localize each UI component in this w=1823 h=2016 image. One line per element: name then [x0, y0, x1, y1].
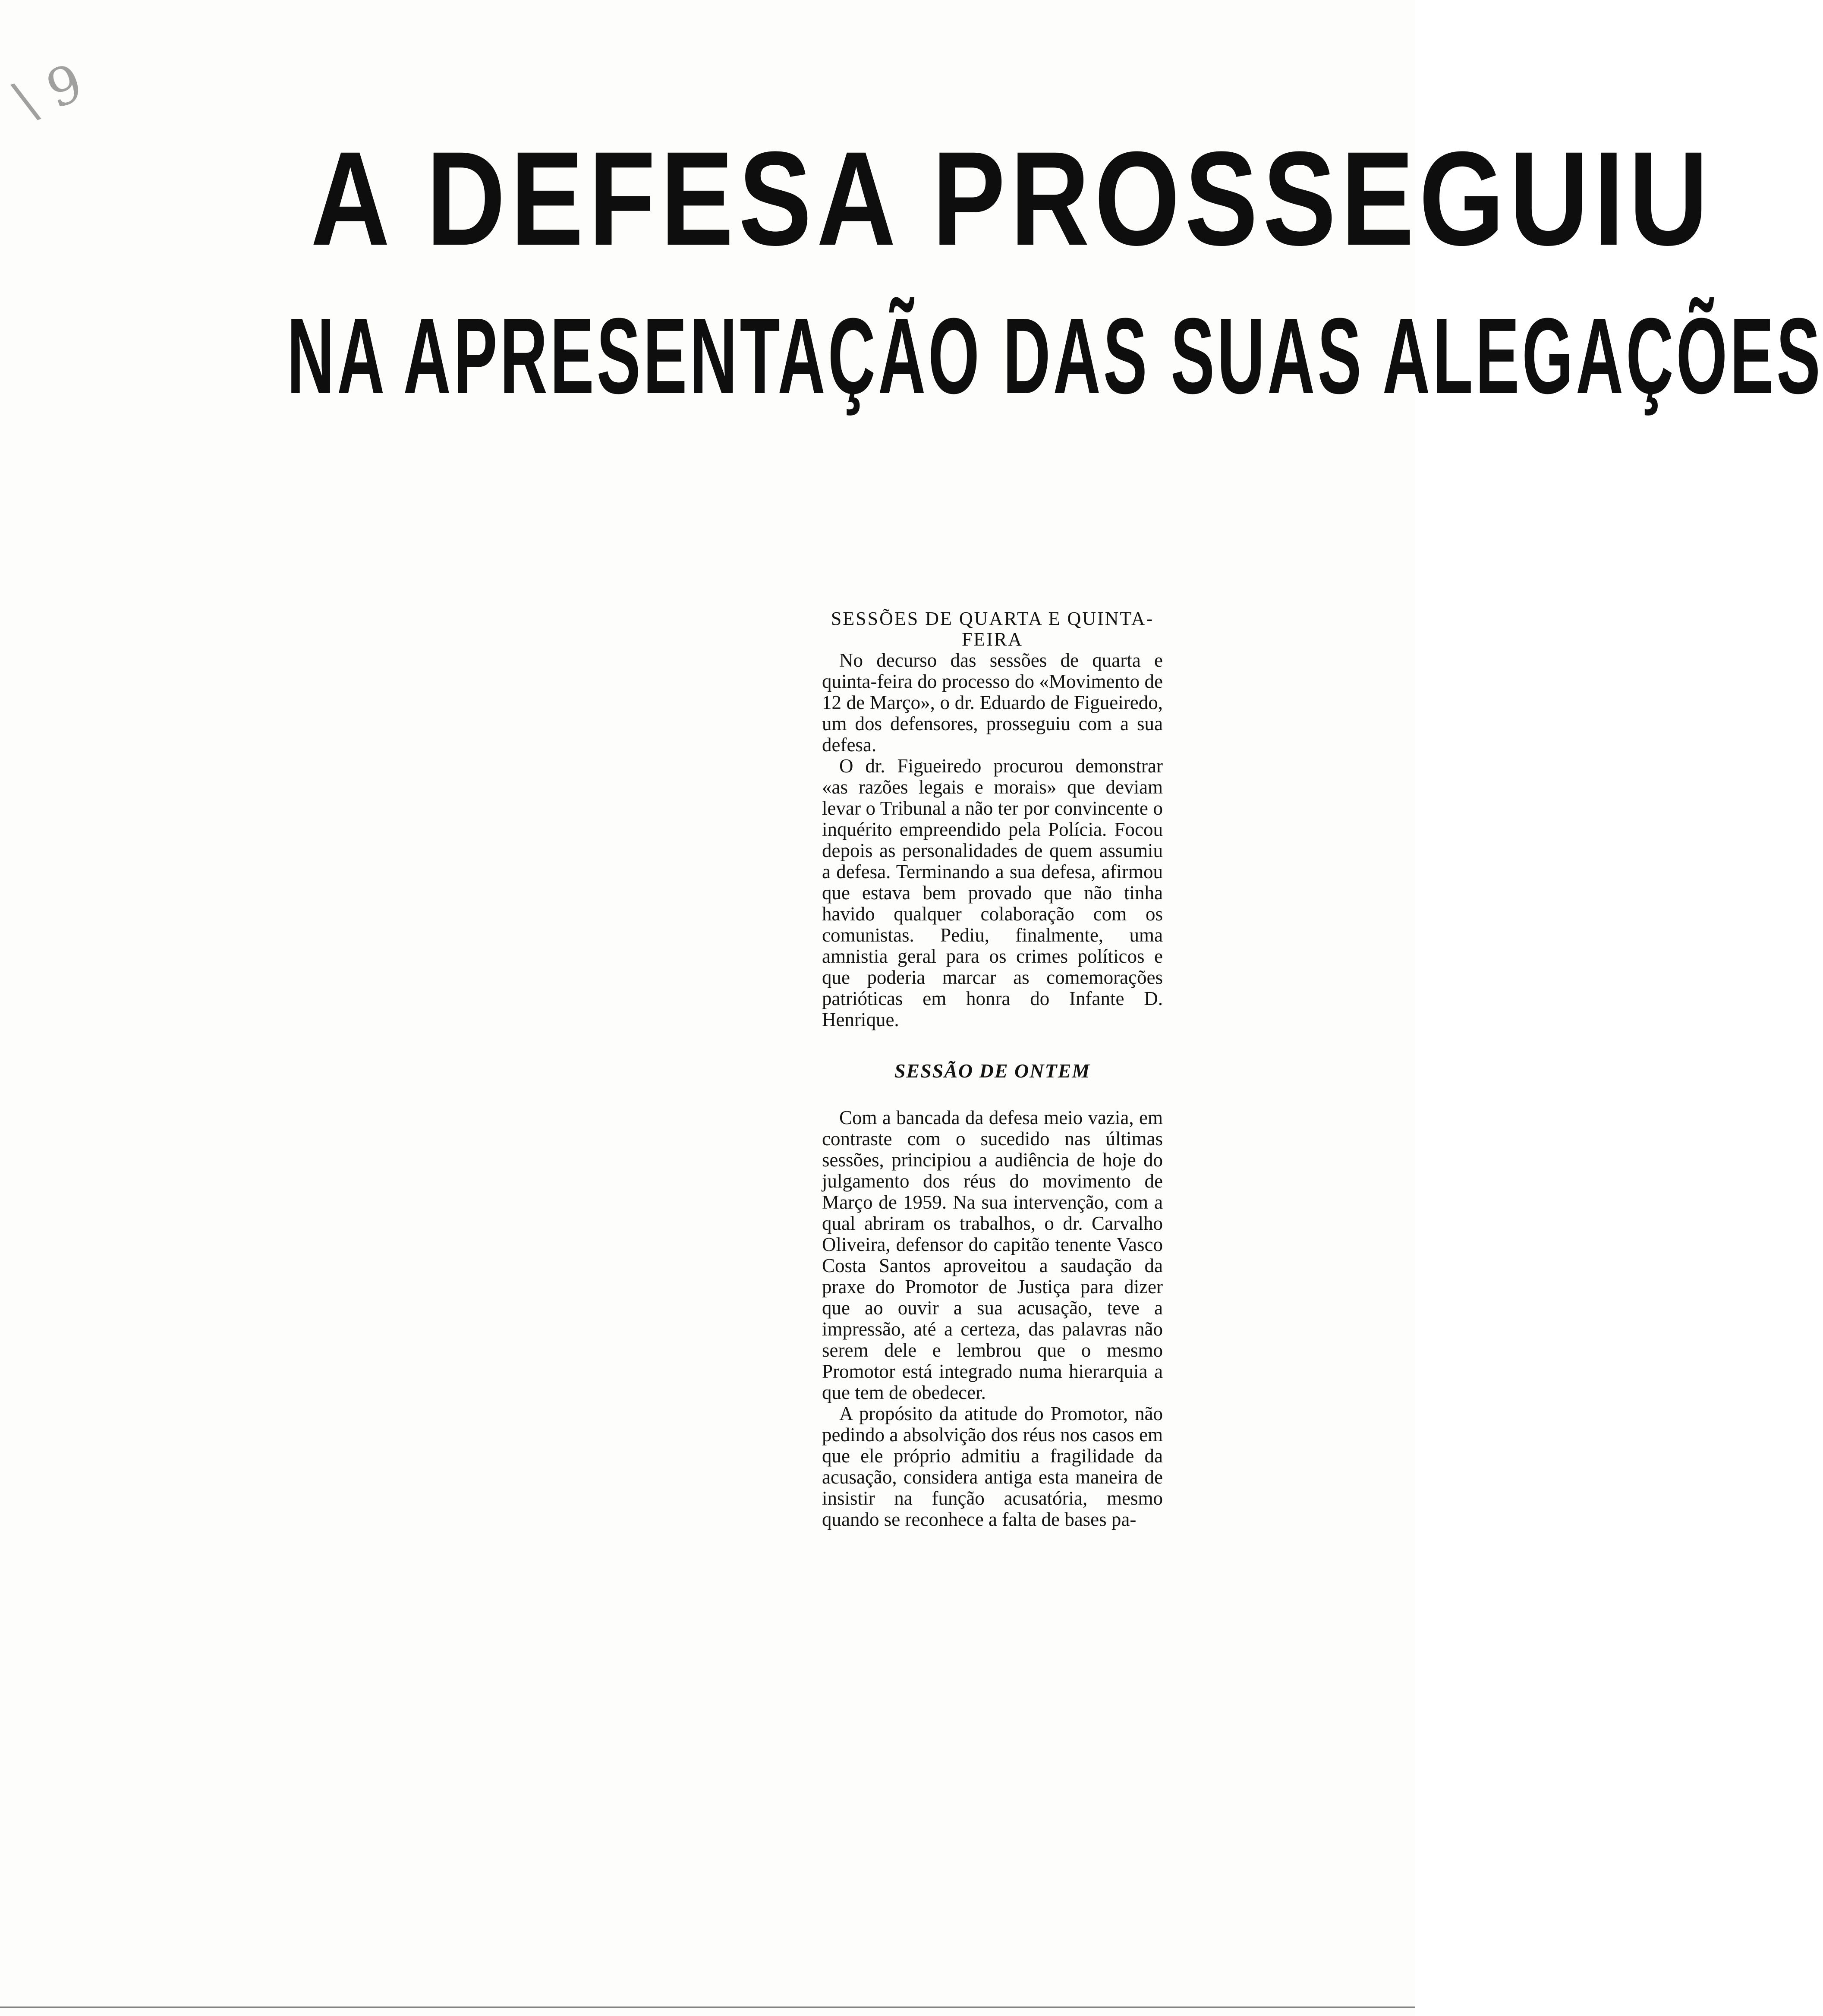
- paragraph: Com a bancada da defesa meio vazia, em contraste com o sucedido nas últimas sessões, principiou a audiência de hoje do julgamento dos réus do movimento de Março de 1959. Na sua intervenção, com a qual abriram os trabalhos, o dr. Carvalho Oliveira, defensor do capitão tenente Vasco Costa Santos aproveitou a saudação da praxe do Promotor de Justiça para dizer que ao ouvir a sua acusação, teve a impressão, até a certeza, das palavras não serem dele e lembrou que o mesmo Promotor está integrado numa hierarquia a que tem de obedecer.: [822, 1107, 1163, 1403]
- handwritten-margin-mark: \ 9: [7, 53, 91, 132]
- paragraph: A propósito da atitude do Promotor, não pedindo a absolvição dos réus nos casos em que ele próprio admitiu a fragilidade da acusação, considera antiga esta maneira de insistir na função acusatória, mesmo quando se reconhece a falta de bases pa-: [822, 1403, 1163, 1530]
- headline: A DEFESA PROSSEGUIU: [311, 123, 1713, 273]
- bottom-edge-line: [0, 2007, 1415, 2008]
- section-title-quarta-quinta: SESSÕES DE QUARTA E QUINTA-FEIRA: [831, 608, 1154, 650]
- subheadline: NA APRESENTAÇÃO DAS SUAS ALEGAÇÕES: [287, 296, 1823, 416]
- paragraph: O dr. Figueiredo procurou demonstrar «as razões legais e morais» que deviam levar o Tribunal a não ter por convincente o inquérito empreendido pela Polícia. Focou depois as personalidades de quem assumiu a defesa. Terminando a sua defesa, afirmou que estava bem provado que não tinha havido qualquer colaboração com os comunistas. Pediu, finalmente, uma amnistia geral para os crimes políticos e que poderia marcar as comemorações patrióticas em honra do Infante D. Henrique.: [822, 755, 1163, 1030]
- article-column: [822, 608, 1163, 1530]
- paragraph: No decurso das sessões de quarta e quinta-feira do processo do «Movimento de 12 de Março», o dr. Eduardo de Figueiredo, um dos defensores, prosseguiu com a sua defesa.: [822, 649, 1163, 756]
- section-title-sessao-de-ontem: SESSÃO DE ONTEM: [894, 1060, 1091, 1082]
